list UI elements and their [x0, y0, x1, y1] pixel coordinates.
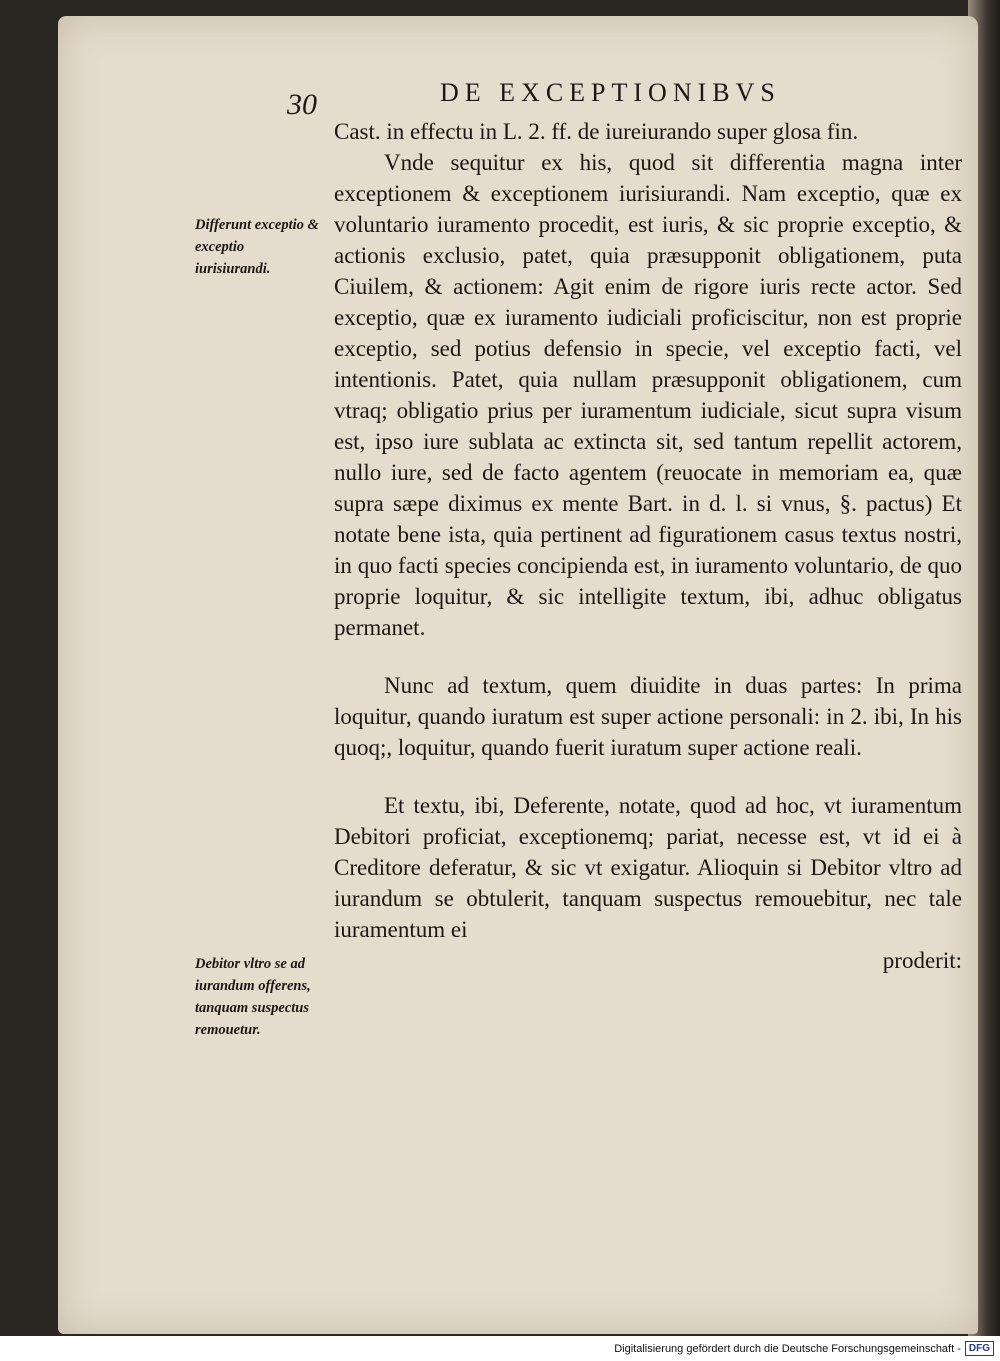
- running-head: DE EXCEPTIONIBVS: [440, 78, 781, 107]
- footer-credit: Digitalisierung gefördert durch die Deutsche Forschungsgemeinschaft -: [614, 1342, 961, 1355]
- paragraph: Nunc ad textum, quem diuidite in duas partes: In prima loquitur, quando iuratum est super actione personali: in 2. ibi, In his quoq;, loquitur, quando fuerit iuratum super actione reali.: [334, 673, 962, 760]
- margin-note-1: Differunt exceptio & exceptio iurisiurandi.: [195, 217, 319, 277]
- margin-note-2: Debitor vltro se ad iurandum offerens, tanquam suspectus remouetur.: [195, 956, 311, 1038]
- body-text: [334, 116, 962, 976]
- page-number: 30: [287, 88, 317, 121]
- digitization-footer: [0, 1336, 1000, 1361]
- paragraph: Et textu, ibi, Deferente, notate, quod ad hoc, vt iuramentum Debitori proficiat, exceptionemq; pariat, necesse est, vt id ei à Creditore deferatur, & sic vt exigatur. Alioquin si Debitor vltro ad iurandum se obtulerit, tanquam suspectus remouebitur, nec tale iuramentum ei: [334, 793, 962, 942]
- paragraph-continuation: Cast. in effectu in L. 2. ff. de iureiurando super glosa fin.: [334, 119, 859, 144]
- dfg-logo: DFG: [965, 1341, 994, 1356]
- paragraph: Vnde sequitur ex his, quod sit differentia magna inter exceptionem & exceptionem iurisiurandi. Nam exceptio, quæ ex voluntario iuramento procedit, est iuris, & sic proprie exceptio, & actionis exclusio, patet, quia præsupponit obligationem, puta Ciuilem, & actionem: Agit enim de rigore iuris recte actor. Sed exceptio, quæ ex iuramento iudiciali proficiscitur, non est proprie exceptio, sed potius defensio in specie, vel exceptio facti, vel intentionis. Patet, quia nullam præsupponit obligationem, cum vtraq; obligatio prius per iuramentum iudiciale, sicut supra visum est, ipso iure sublata ac extincta sit, sed tantum repellit actorem, nullo iure, sed de facto agentem (reuocate in memoriam ea, quæ supra sæpe diximus ex mente Bart. in d. l. si vnus, §. pactus) Et notate bene ista, quia pertinent ad figurationem casus textus nostri, in quo facti species concipienda est, in iuramento voluntario, de quo proprie loquitur, & sic intelligite textum, ibi, adhuc obligatus permanet.: [334, 150, 962, 640]
- catchword: proderit:: [882, 948, 962, 973]
